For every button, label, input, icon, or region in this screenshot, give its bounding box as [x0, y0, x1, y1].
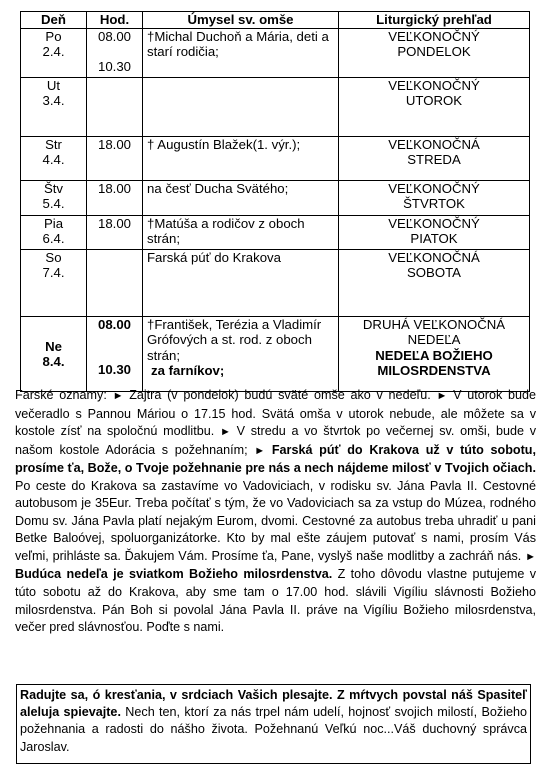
liturgy-line: VEĽKONOČNÝ [388, 29, 480, 44]
day-date: 6.4. [42, 231, 65, 247]
day-date: 8.4. [42, 354, 65, 369]
time-value: 08.00 [97, 29, 131, 44]
day-cell [21, 181, 87, 216]
day-date: 5.4. [42, 196, 65, 212]
header-day: Deň [21, 12, 87, 29]
intention-cell [143, 317, 339, 392]
liturgy-cell [339, 250, 530, 317]
liturgy-cell [339, 137, 530, 181]
table-row [21, 317, 530, 392]
day-cell [21, 250, 87, 317]
liturgy-line: VEĽKONOČNÁ [388, 250, 480, 265]
table-row [21, 137, 530, 181]
liturgy-line: VEĽKONOČNÝ [388, 216, 480, 231]
liturgy-line: SOBOTA [407, 265, 461, 281]
liturgy-cell [339, 78, 530, 137]
intention-text: †František, Terézia a Vladimír Grófových a st. rod. z oboch strán; [147, 317, 322, 363]
intention-cell [143, 78, 339, 137]
day-date: 2.4. [42, 44, 65, 60]
mass-schedule-table [20, 11, 530, 392]
table-row [21, 181, 530, 216]
day-name: Štv [43, 181, 64, 196]
table-row [21, 216, 530, 250]
time-value: 08.00 [97, 317, 131, 332]
liturgy-line: PONDELOK [397, 44, 471, 60]
liturgy-line: NEDEĽA BOŽIEHO [375, 347, 493, 363]
parish-notices [15, 387, 536, 637]
day-name: Po [45, 29, 62, 44]
day-name: So [45, 250, 62, 265]
time-cell: 18.00 [87, 181, 143, 216]
liturgy-cell [339, 317, 530, 392]
day-cell [21, 29, 87, 78]
day-cell [21, 137, 87, 181]
time-cell [87, 29, 143, 78]
intention-cell: na česť Ducha Svätého; [143, 181, 339, 216]
day-name: Pia [43, 216, 64, 231]
liturgy-line: VEĽKONOČNÝ [388, 78, 480, 93]
time-cell: 18.00 [87, 137, 143, 181]
arrow-icon: ► [112, 390, 124, 402]
header-intention: Úmysel sv. omše [143, 12, 339, 29]
table-header-row [21, 12, 530, 29]
liturgy-line: PIATOK [410, 231, 458, 247]
day-date: 4.4. [42, 152, 65, 168]
day-cell [21, 78, 87, 137]
liturgy-line: DRUHÁ VEĽKONOČNÁ [362, 317, 506, 332]
notice-text: Po ceste do Krakova sa zastavíme vo Vadoviciach, v rodisku sv. Jána Pavla II. Cestovné autobusom je 35Eur. Treba počítať s tým, že vo Vadoviciach sa za vstup do Múzea, rodného Domu sv. Jána Pavla platí nejakým Eurom, dvomi. Cestovné za autobus treba uhradiť u pani Betke Baloóvej, spoluorganizátorke. Kto by mal ešte záujem putovať s nami, prosím Vás veľmi, prihláste sa. Ďakujem Vám. Prosíme ťa, Pane, vyslyš naše modlitby a zachráň nás. [15, 478, 536, 563]
intention-cell: † Augustín Blažek(1. výr.); [143, 137, 339, 181]
time-cell [87, 250, 143, 317]
header-liturgy: Liturgický prehľad [339, 12, 530, 29]
notice-text: Zajtra (v pondelok) budú sväté omše ako v nedeľu. [129, 388, 431, 402]
arrow-icon: ► [254, 444, 266, 457]
liturgy-line: ŠTVRTOK [403, 196, 465, 212]
closing-text: Nech ten, ktorí za nás trpel nám udelí, hojnosť svojich milostí, Božieho požehnania a radosti do nášho života. Požehnanú Veľkú noc...Váš duchovný správca Jaroslav. [20, 705, 528, 754]
liturgy-cell [339, 181, 530, 216]
day-cell [21, 216, 87, 250]
time-cell: 18.00 [87, 216, 143, 250]
time-value: 10.30 [97, 59, 131, 75]
notices-label: Farské oznamy: [15, 388, 107, 402]
arrow-icon: ► [219, 426, 231, 439]
day-name: Str [45, 137, 62, 152]
arrow-icon: ► [525, 550, 537, 563]
intention-cell: Farská púť do Krakova [143, 250, 339, 317]
table-row [21, 250, 530, 317]
notice-text-bold: Budúca nedeľa je sviatkom Božieho milosrdenstva. [15, 567, 333, 582]
liturgy-cell [339, 29, 530, 78]
day-name: Ne [45, 338, 62, 354]
notice-text: Z toho dôvodu vlastne putujeme v túto sobotu až do Krakova, aby sme tam o 17.00 hod. slávili Vigíliu slávnosti Božieho milosrdenstva. Pán Boh si povolal Jána Pavla II. práve na Vigíliu Božieho milosrdenstva, večer pred slávnosťou. Poďte s nami. [15, 567, 537, 635]
liturgy-line: VEĽKONOČNÝ [388, 181, 480, 196]
day-name: Ut [46, 78, 61, 93]
table-row [21, 29, 530, 78]
liturgy-cell [339, 216, 530, 250]
time-cell [87, 78, 143, 137]
closing-message-box [16, 684, 531, 764]
time-value: 10.30 [97, 362, 131, 378]
intention-text: za farníkov; [151, 363, 225, 379]
notice-text: V stredu a vo štvrtok po večernej sv. omši, bude v našom kostole Adorácia s požehnaním; [15, 424, 537, 457]
arrow-icon: ► [436, 390, 448, 402]
liturgy-line: NEDEĽA [407, 332, 461, 348]
liturgy-line: UTOROK [405, 93, 463, 109]
day-cell [21, 317, 87, 392]
liturgy-line: VEĽKONOČNÁ [388, 137, 480, 152]
closing-bold-text: Radujte sa, ó kresťania, v srdciach Vašich plesajte. Z mŕtvych povstal náš Spasiteľ aleluja spievajte. [20, 688, 527, 720]
liturgy-line: STREDA [407, 152, 461, 168]
intention-cell: †Matúša a rodičov z oboch strán; [143, 216, 339, 250]
liturgy-line: MILOSRDENSTVA [377, 363, 491, 379]
time-cell [87, 317, 143, 392]
header-time: Hod. [87, 12, 143, 29]
day-date: 7.4. [42, 265, 65, 281]
notice-text: V utorok bude večeradlo s Pannou Máriou o 17.15 hod. Svätá omša v utorok nebude, ale môžete sa v kostole zísť na spoločnú modlitbu. [15, 388, 536, 439]
notice-text-bold: Farská púť do Krakova už v túto sobotu, prosíme ťa, Bože, o Tvoje požehnanie pre nás a nech nájdeme milosť v Tvojich očiach. [15, 442, 536, 476]
day-date: 3.4. [42, 93, 65, 109]
intention-cell: †Michal Duchoň a Mária, deti a starí rodičia; [143, 29, 339, 78]
table-row [21, 78, 530, 137]
